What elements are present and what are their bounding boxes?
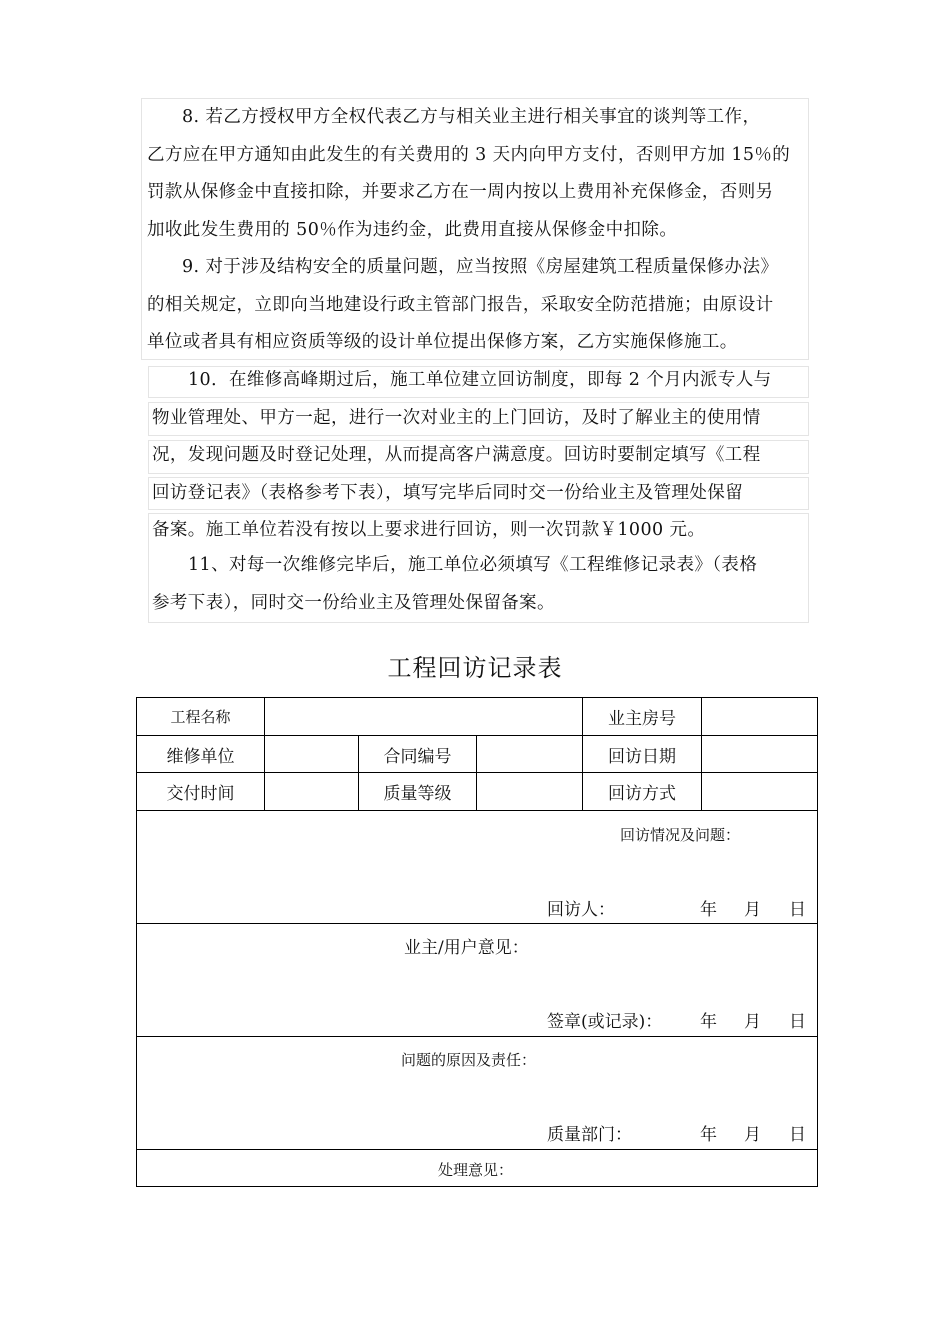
- contract-no-field[interactable]: [477, 736, 583, 773]
- repair-unit-label: 维修单位: [137, 736, 265, 773]
- handling-opinion-section[interactable]: [137, 1150, 818, 1187]
- date-month: 月: [744, 900, 761, 920]
- paragraph-line: 乙方应在甲方通知由此发生的有关费用的 3 天内向甲方支付，否则甲方加 15％的: [147, 144, 791, 165]
- form-title: 工程回访记录表: [387, 654, 563, 682]
- quality-grade-field[interactable]: [477, 773, 583, 811]
- repair-unit-field[interactable]: [265, 736, 359, 773]
- visit-date-label: 回访日期: [583, 736, 702, 773]
- project-name-field[interactable]: [265, 698, 583, 736]
- quality-dept-label: 质量部门：: [547, 1125, 632, 1145]
- owner-room-label: 业主房号: [583, 698, 702, 736]
- date-day: 日: [789, 1125, 806, 1145]
- date-year: 年: [700, 900, 717, 920]
- paragraph-line: 回访登记表》（表格参考下表），填写完毕后同时交一份给业主及管理处保留: [152, 482, 744, 503]
- date-day: 日: [789, 1012, 806, 1032]
- owner-room-field[interactable]: [702, 698, 818, 736]
- paragraph-line: 罚款从保修金中直接扣除，并要求乙方在一周内按以上费用补充保修金，否则另: [147, 182, 774, 202]
- visit-method-field[interactable]: [702, 773, 818, 811]
- paragraph-line: 10．在维修高峰期过后，施工单位建立回访制度，即每 2 个月内派专人与: [188, 370, 772, 390]
- paragraph-line: 9. 对于涉及结构安全的质量问题，应当按照《房屋建筑工程质量保修办法》: [182, 257, 779, 277]
- visit-date-field[interactable]: [702, 736, 818, 773]
- paragraph-line: 物业管理处、甲方一起，进行一次对业主的上门回访，及时了解业主的使用情: [152, 407, 761, 428]
- paragraph-line: 的相关规定，立即向当地建设行政主管部门报告，采取安全防范措施；由原设计: [147, 294, 774, 315]
- visit-situation-label: 回访情况及问题：: [620, 826, 741, 844]
- handling-label: 处理意见：: [438, 1161, 514, 1179]
- paragraph-line: 参考下表），同时交一份给业主及管理处保留备案。: [152, 592, 555, 613]
- delivery-time-field[interactable]: [265, 773, 359, 811]
- date-year: 年: [700, 1125, 717, 1145]
- cause-responsibility-section[interactable]: [137, 1037, 818, 1150]
- paragraph-8: [147, 99, 790, 249]
- paragraph-line: 况，发现问题及时登记处理，从而提高客户满意度。回访时要制定填写《工程: [152, 445, 761, 465]
- date-month: 月: [744, 1125, 761, 1145]
- paragraph-9: [147, 249, 778, 362]
- owner-opinion-section[interactable]: [137, 924, 818, 1037]
- paragraph-line: 单位或者具有相应资质等级的设计单位提出保修方案，乙方实施保修施工。: [147, 332, 738, 352]
- delivery-time-label: 交付时间: [137, 773, 265, 811]
- quality-grade-label: 质量等级: [359, 773, 477, 811]
- paragraph-11: [152, 547, 757, 622]
- seal-label: 签章(或记录)：: [547, 1012, 663, 1032]
- visit-situation-section[interactable]: [137, 811, 818, 924]
- date-year: 年: [700, 1012, 717, 1032]
- cause-label: 问题的原因及责任：: [401, 1051, 537, 1069]
- visit-method-label: 回访方式: [583, 773, 702, 811]
- date-month: 月: [744, 1012, 761, 1032]
- contract-no-label: 合同编号: [359, 736, 477, 773]
- paragraph-line: 11、对每一次维修完毕后，施工单位必须填写《工程维修记录表》（表格: [188, 555, 758, 575]
- visitor-label: 回访人：: [547, 900, 615, 920]
- paragraph-line: 加收此发生费用的 50％作为违约金，此费用直接从保修金中扣除。: [147, 219, 678, 240]
- visit-record-table: [136, 697, 818, 1187]
- owner-opinion-label: 业主/用户意见：: [404, 938, 529, 958]
- project-name-label: 工程名称: [137, 698, 265, 736]
- paragraph-line: 8. 若乙方授权甲方全权代表乙方与相关业主进行相关事宜的谈判等工作，: [182, 107, 761, 127]
- date-day: 日: [789, 900, 806, 920]
- paragraph-line: 备案。施工单位若没有按以上要求进行回访，则一次罚款￥1000 元。: [152, 520, 706, 540]
- paragraph-10: [152, 362, 772, 550]
